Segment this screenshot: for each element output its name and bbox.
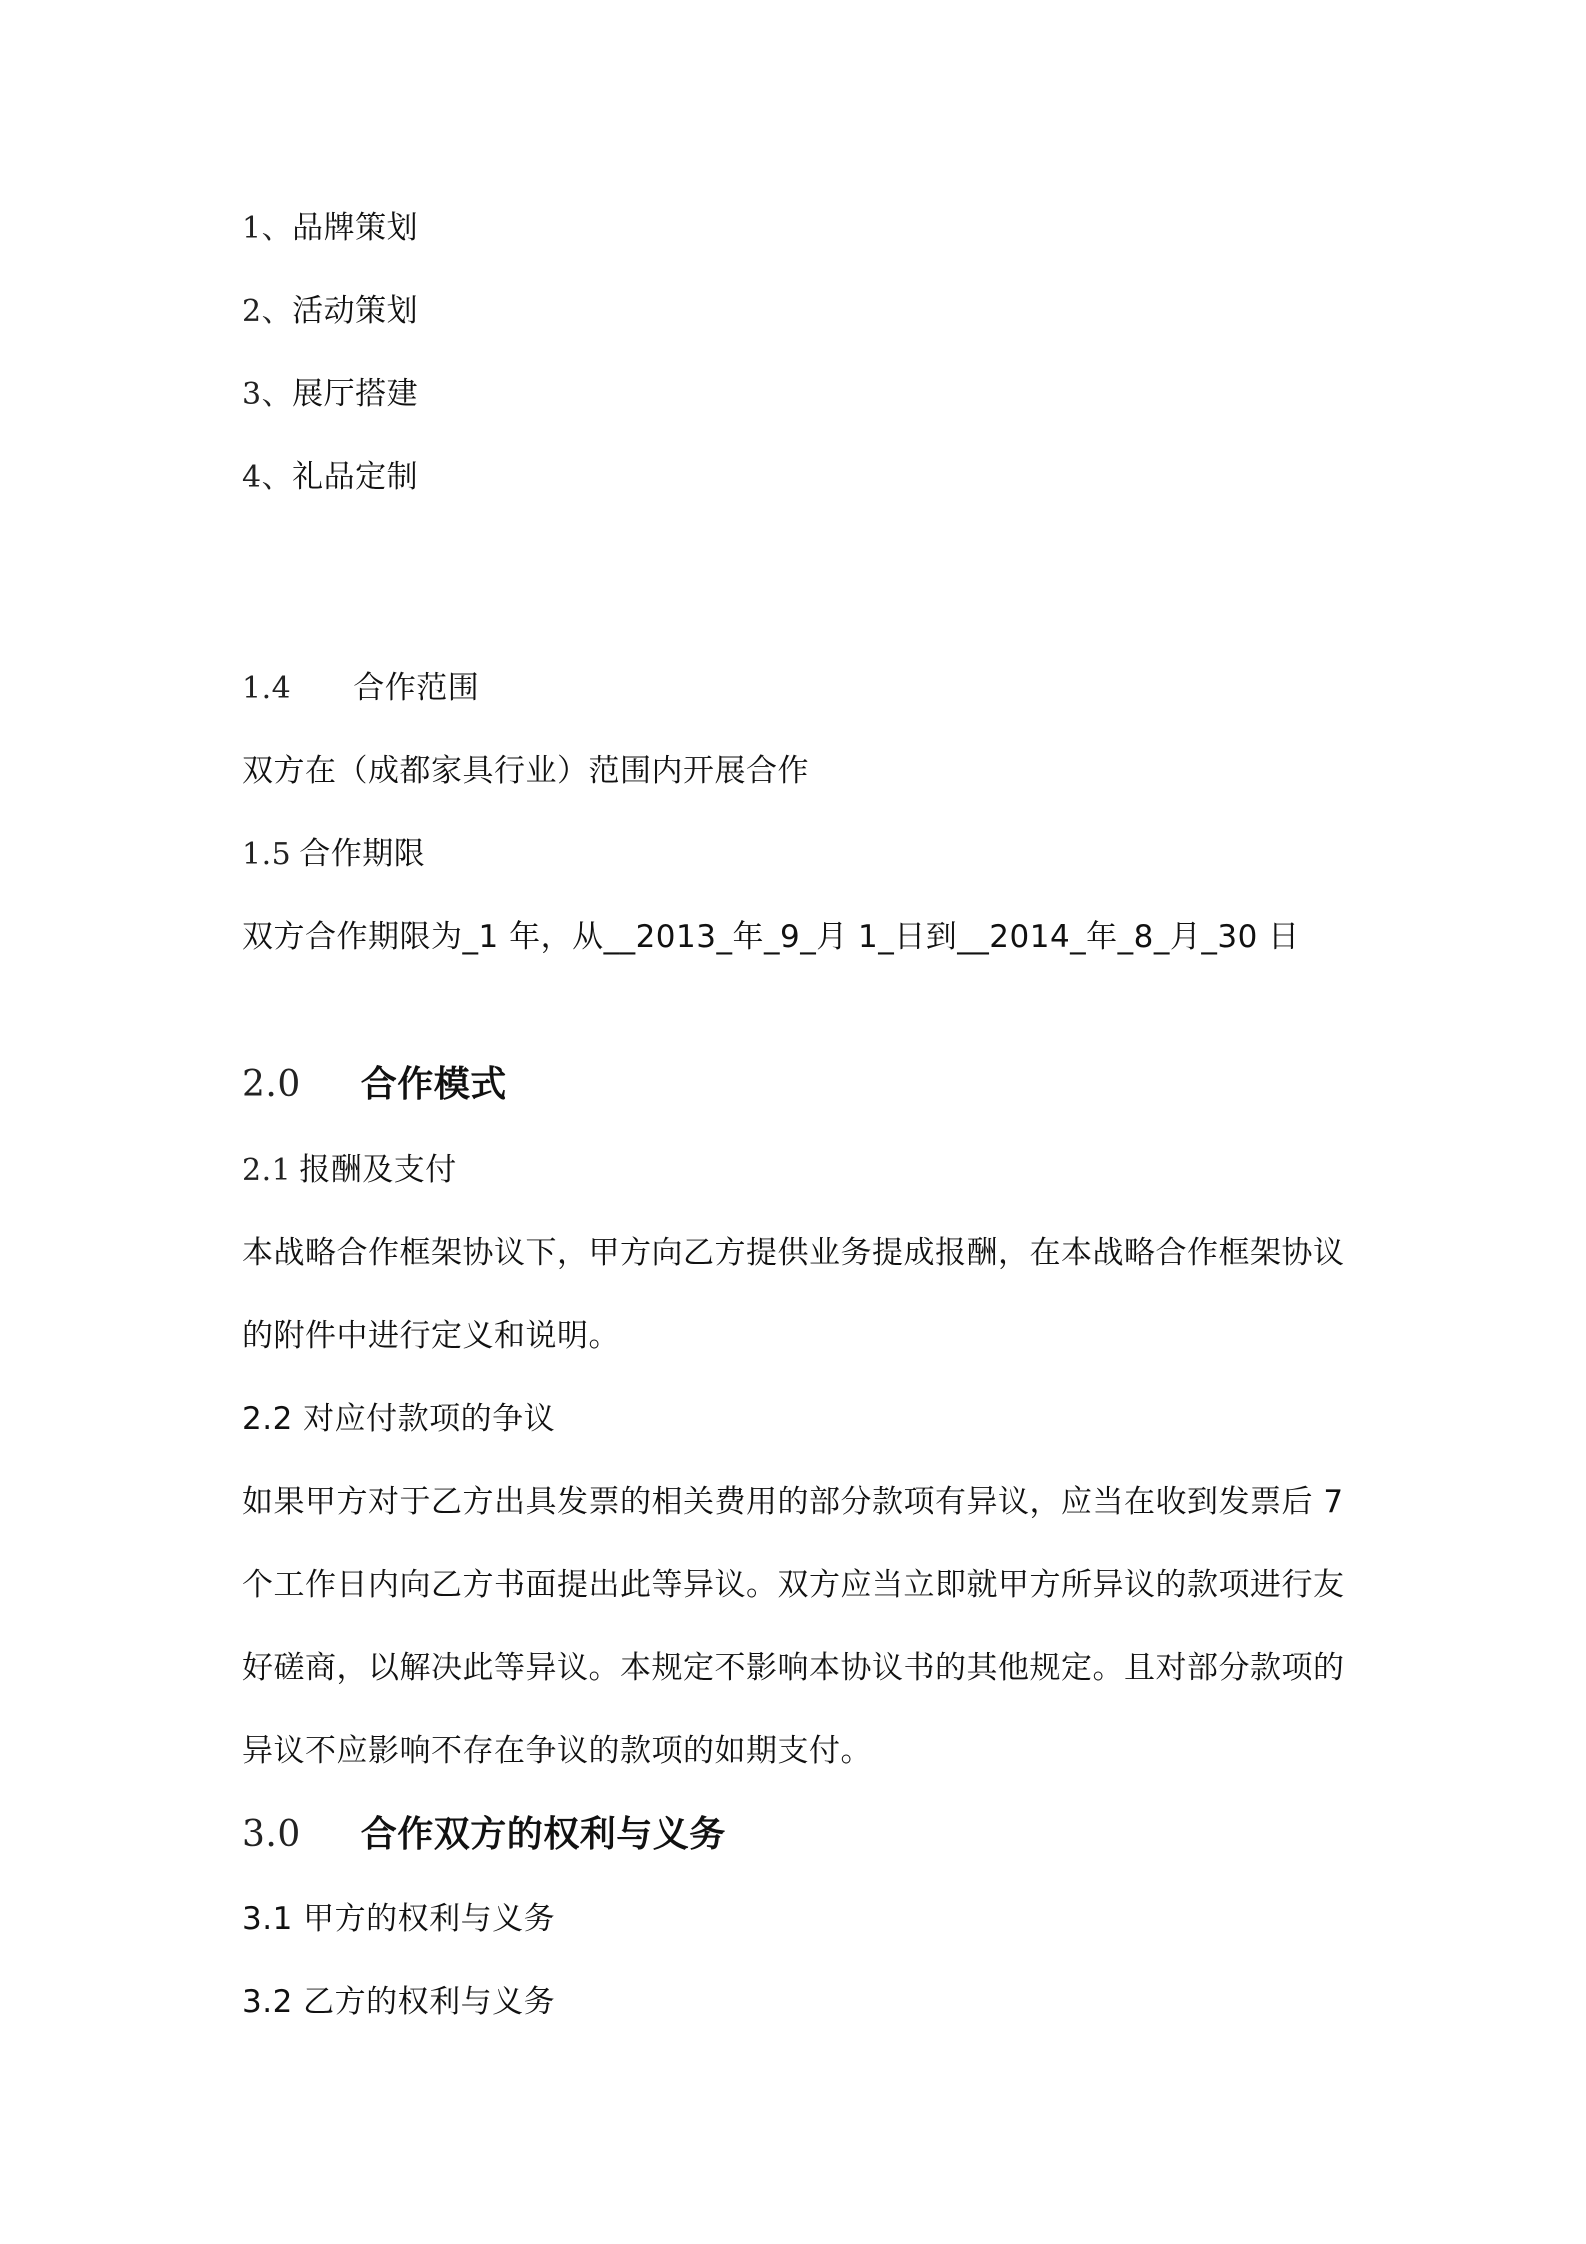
list-item-text: 活动策划: [292, 293, 419, 329]
section-2-2-heading: 2.2 对应付款项的争议: [242, 1401, 556, 1437]
section-title: 合作期限: [299, 836, 426, 872]
list-item-number: 4、: [242, 460, 293, 495]
list-item-number: 1、: [242, 211, 293, 246]
paragraph-line: 本战略合作框架协议下，甲方向乙方提供业务提成报酬，在本战略合作框架协议: [242, 1235, 1345, 1271]
paragraph-line: 个工作日内向乙方书面提出此等异议。双方应当立即就甲方所异议的款项进行友: [242, 1567, 1345, 1603]
list-item-text: 礼品定制: [292, 459, 419, 495]
section-number: 2.0: [242, 1064, 301, 1105]
list-item-text: 品牌策划: [292, 210, 419, 246]
paragraph-line: 如果甲方对于乙方出具发票的相关费用的部分款项有异议，应当在收到发票后 7: [242, 1484, 1344, 1520]
section-number: 1.5: [242, 837, 292, 872]
section-2-1-heading: [242, 1150, 457, 1191]
section-3-0-heading: [242, 1812, 726, 1858]
section-1-5-body: 双方合作期限为_1 年，从__2013_年_9_月 1_日到__2014_年_8_月_30 日: [242, 919, 1300, 955]
section-2-0-heading: [242, 1062, 507, 1108]
section-title: 合作双方的权利与义务: [360, 1814, 726, 1855]
paragraph-line: 异议不应影响不存在争议的款项的如期支付。: [242, 1733, 872, 1769]
section-1-4-body: 双方在（成都家具行业）范围内开展合作: [242, 753, 809, 789]
section-3-1-heading: 3.1 甲方的权利与义务: [242, 1901, 556, 1937]
section-3-2-heading: 3.2 乙方的权利与义务: [242, 1984, 556, 2020]
section-number: 1.4: [242, 671, 292, 706]
section-1-5-heading: [242, 834, 425, 875]
list-item-text: 展厅搭建: [292, 376, 419, 412]
section-number: 3.0: [242, 1814, 301, 1855]
list-item: [242, 374, 418, 415]
list-item: [242, 208, 418, 249]
list-item: [242, 291, 418, 332]
section-title: 合作范围: [353, 670, 480, 706]
list-item: [242, 457, 418, 498]
section-number: 2.1: [242, 1153, 292, 1188]
paragraph-line: 的附件中进行定义和说明。: [242, 1318, 620, 1354]
list-item-number: 3、: [242, 377, 293, 412]
section-title: 合作模式: [360, 1064, 507, 1105]
list-item-number: 2、: [242, 294, 293, 329]
paragraph-line: 好磋商，以解决此等异议。本规定不影响本协议书的其他规定。且对部分款项的: [242, 1650, 1345, 1686]
section-title: 报酬及支付: [299, 1152, 457, 1188]
section-1-4-heading: [242, 668, 479, 709]
